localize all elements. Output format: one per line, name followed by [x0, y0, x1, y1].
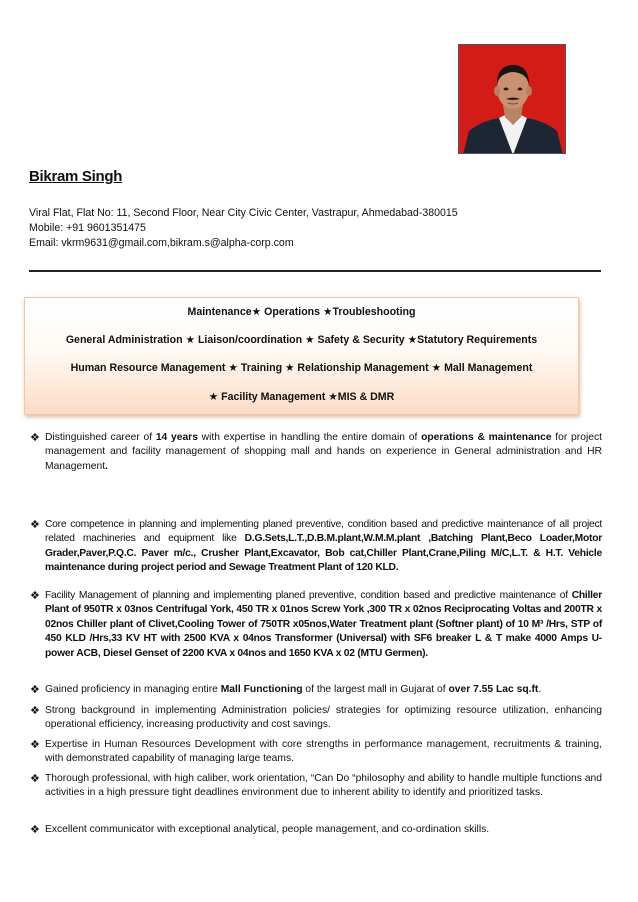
- bullet-diamond-icon: ❖: [30, 739, 40, 751]
- bullet-text: Gained proficiency in managing entire Mall Functioning of the largest mall in Gujarat of over 7.55 Lac sq.ft.: [45, 684, 542, 695]
- bullet-item: [30, 589, 602, 661]
- address-line: Viral Flat, Flat No: 11, Second Floor, Near City Civic Center, Vastrapur, Ahmedabad-380015: [29, 207, 458, 219]
- portrait-illustration: [459, 45, 566, 154]
- bullet-text: Thorough professional, with high caliber, work orientation, “Can Do “philosophy and ability to handle multiple functions and activities in a high pressure tight deadlines environment due to inherent ability to identify and prioritized tasks.: [45, 773, 602, 799]
- bullet-diamond-icon: ❖: [30, 590, 40, 602]
- bullet-text: Strong background in implementing Administration policies/ strategies for optimizing resource utilization, enhancing operational efficiency, increasing productivity and cost savings.: [45, 705, 602, 731]
- bullet-diamond-icon: ❖: [30, 519, 40, 531]
- bullet-item: [30, 683, 602, 697]
- profile-photo: [458, 44, 566, 154]
- bullet-item: [30, 823, 602, 837]
- candidate-name: Bikram Singh: [29, 168, 123, 185]
- bullet-diamond-icon: ❖: [30, 824, 40, 836]
- bullet-text: Core competence in planning and implementing planed preventive, condition based and predictive maintenance of all project related machineries and equipment like D.G.Sets,L.T.,D.B.M.plant,W.M.M.plant ,Batching Plant,Beco Loader,Motor Grader,Paver,P.Q.C. Paver m/c., Crusher Plant,Excavator, Bob cat,Chiller Plant,Crane,Piling M/C,L.T. & H.T. Vehicle maintenance during project period and Sewage Treatment Plant of 120 KLD.: [45, 519, 602, 574]
- bullet-text: Facility Management of planning and implementing planed preventive, condition based and predictive maintenance of Chiller Plant of 950TR x 03nos Centrifugal York, 450 TR x 01nos Screw York ,300 TR x 02nos Reciprocating Voltas and 200TR x 02nos Chiller plant of Clivet,Cooling Tower of 750TR x05nos,Water Treatment plant (Softner plant) of 10 M³ /Hrs, STP of 450 KLD /Hrs,33 KV HT with 2500 KVA x 04nos Transformer (Universal) with SF6 breaker L & T make 4000 Amps U-power ACB, Diesel Genset of 2200 KVA x 04nos and 1650 KVA x 02 (MTU Germen).: [45, 590, 602, 659]
- bullet-diamond-icon: ❖: [30, 432, 40, 444]
- mobile-line: Mobile: +91 9601351475: [29, 222, 146, 234]
- skills-box: [24, 297, 579, 415]
- header-divider: [29, 270, 601, 272]
- bullet-item: [30, 738, 602, 767]
- skills-line-4: ★ Facility Management ★MIS & DMR: [208, 391, 395, 403]
- bullet-item: [30, 704, 602, 733]
- skills-line-2: General Administration ★ Liaison/coordination ★ Safety & Security ★Statutory Requirements: [65, 334, 538, 346]
- contact-block: [29, 206, 458, 251]
- bullet-text: Excellent communicator with exceptional analytical, people management, and co-ordination skills.: [45, 824, 490, 835]
- bullet-diamond-icon: ❖: [30, 773, 40, 785]
- skills-line-1: Maintenance★ Operations ★Troubleshooting: [187, 306, 416, 318]
- bullet-item: [30, 772, 602, 801]
- bullet-text: Distinguished career of 14 years with expertise in handling the entire domain of operations & maintenance for project management and facility management of shopping mall and hands on experience in General administration and HR Management.: [45, 432, 602, 472]
- bullet-item: [30, 518, 602, 576]
- bullet-item: [30, 431, 602, 474]
- email-line: Email: vkrm9631@gmail.com,bikram.s@alpha-corp.com: [29, 237, 294, 249]
- bullet-text: Expertise in Human Resources Development with core strengths in performance management, recruitments & training, with demonstrated capability of managing large teams.: [45, 739, 602, 765]
- skills-line-3: Human Resource Management ★ Training ★ Relationship Management ★ Mall Management: [70, 362, 533, 374]
- bullet-diamond-icon: ❖: [30, 684, 40, 696]
- bullet-diamond-icon: ❖: [30, 705, 40, 717]
